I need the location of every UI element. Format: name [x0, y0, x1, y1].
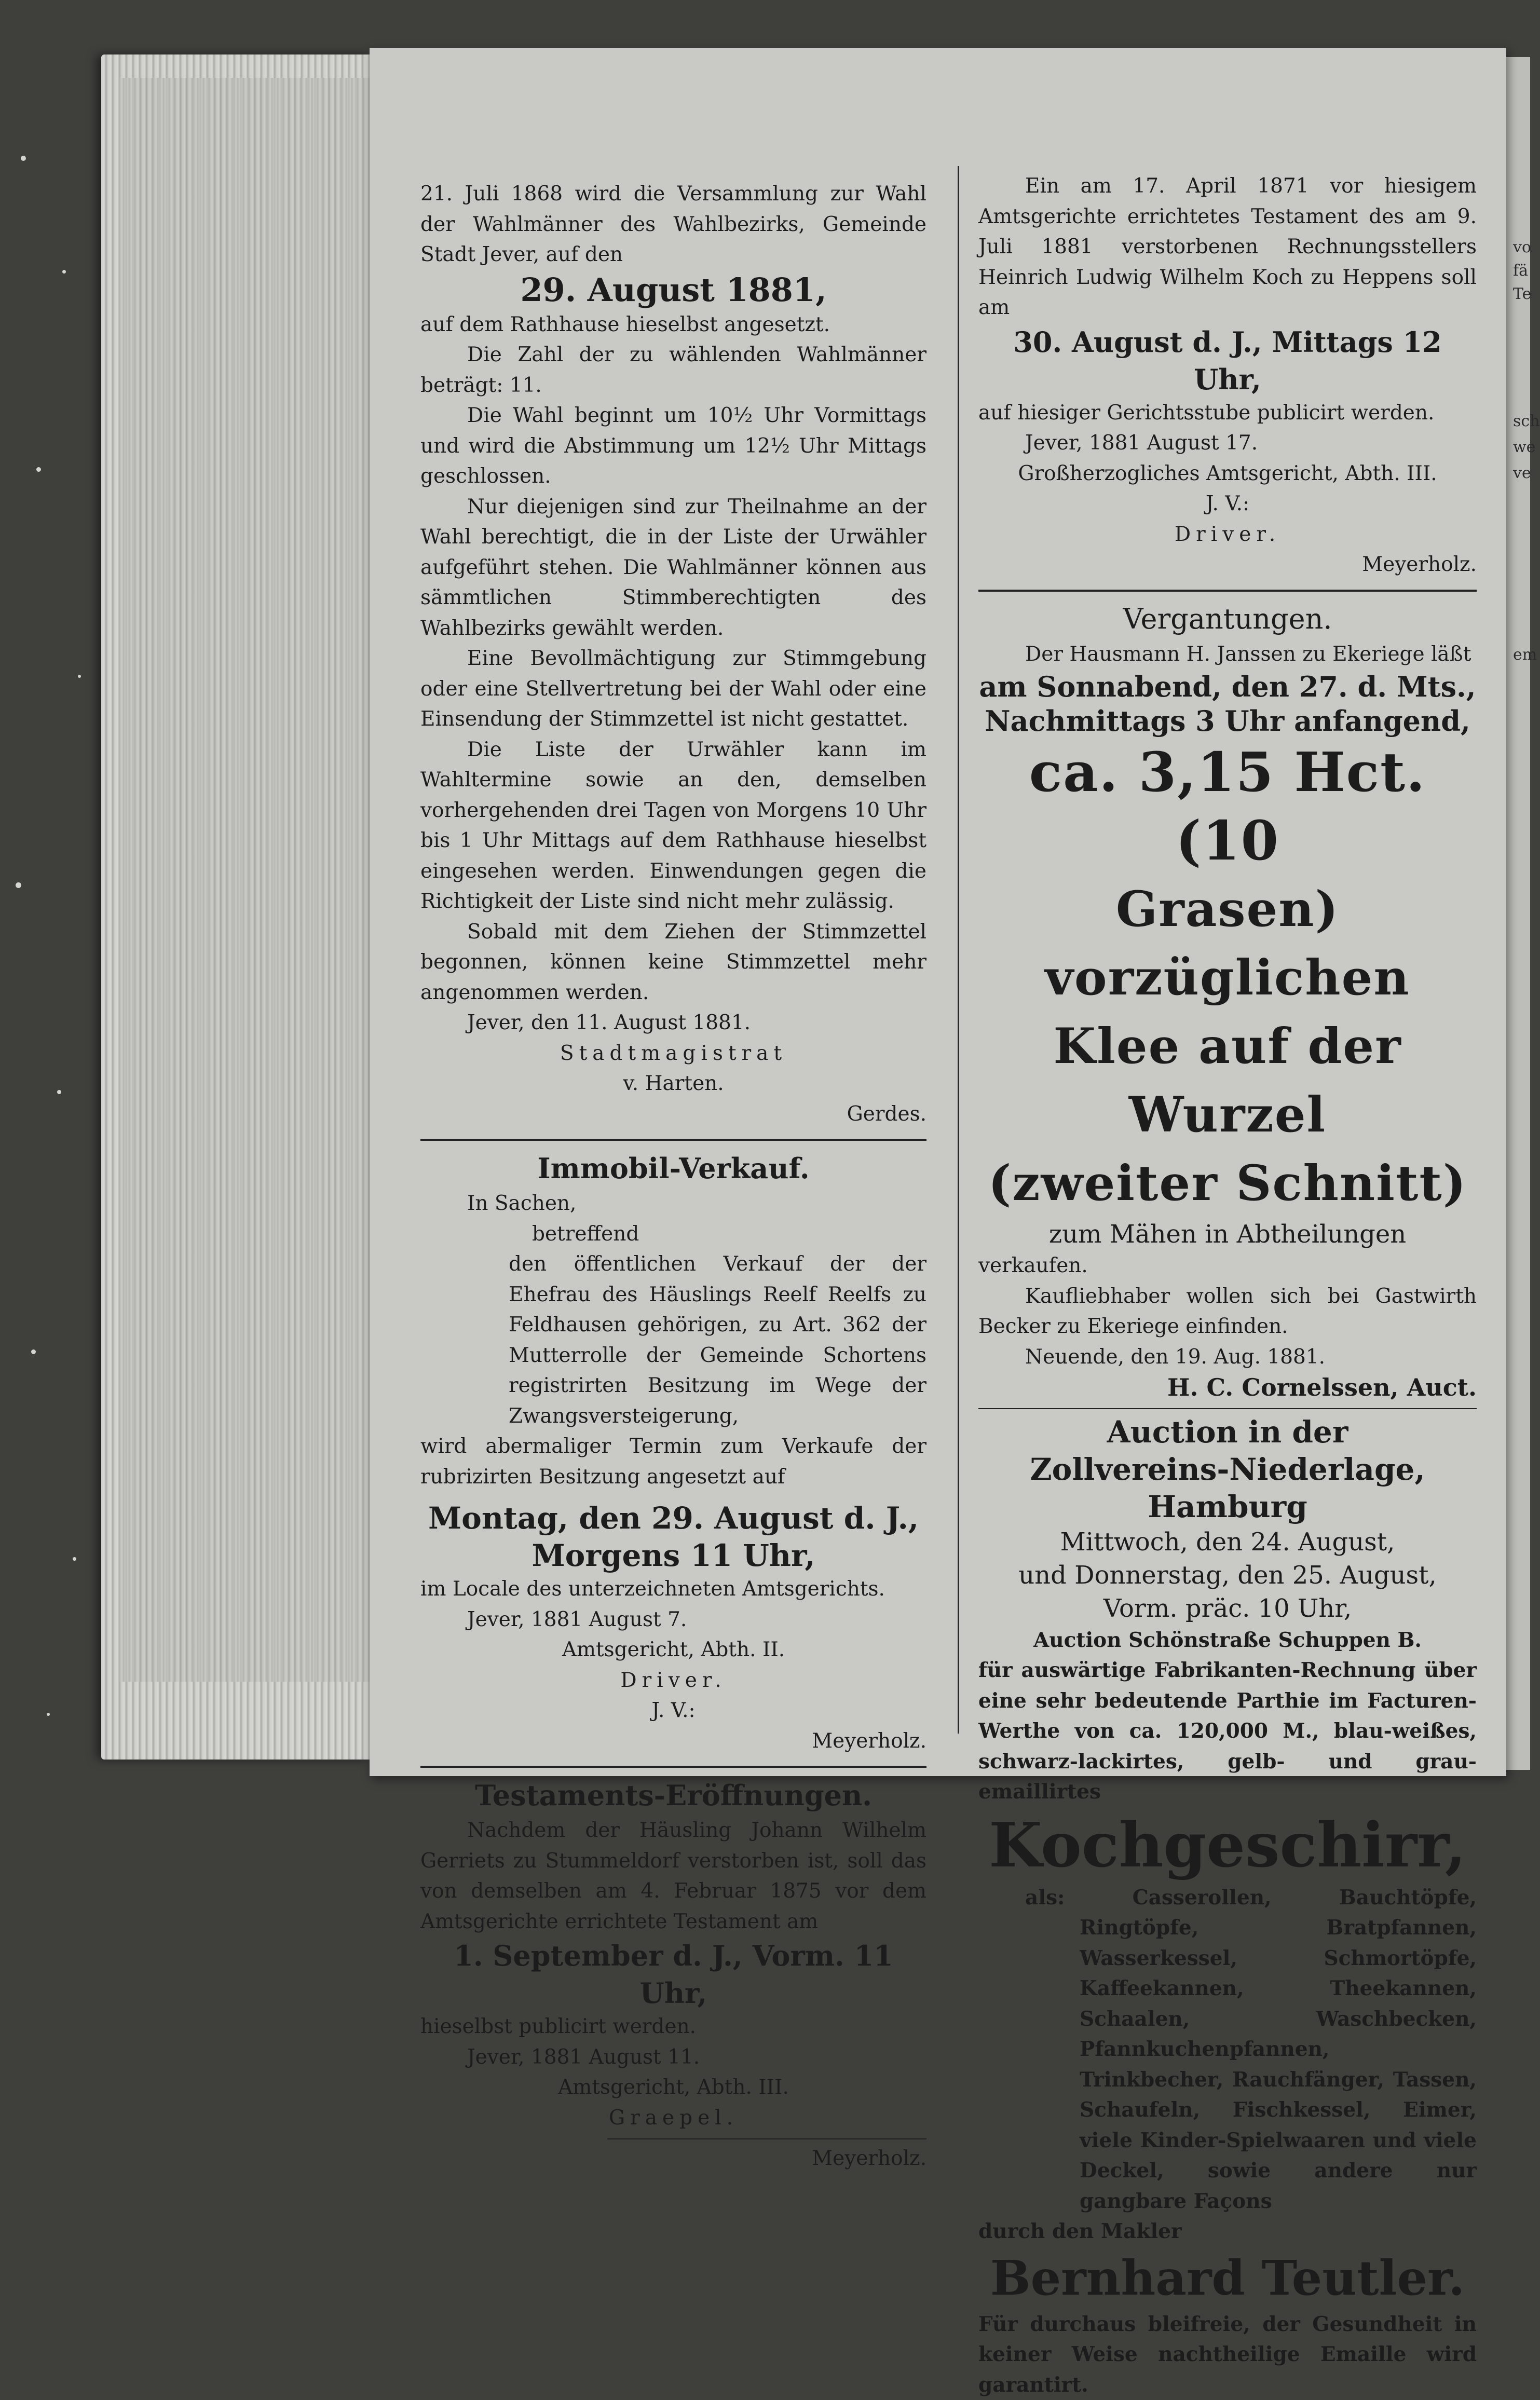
testament2-p2: auf hiesiger Gerichtsstube publicirt werden.: [978, 398, 1477, 429]
election-p4: Nur diejenigen sind zur Theilnahme an der Wahl berechtigt, die in der Liste der Urwähler aufgeführt stehen. Die Wahlmänner können aus sämmtlichen Stimmberechtigten des Wahlbezirks gewählt werden.: [420, 492, 926, 644]
immobil-notice: [420, 1148, 926, 1756]
immobil-l4: wird abermaliger Termin zum Verkaufe der rubrizirten Besitzung angesetzt auf: [420, 1431, 926, 1492]
immobil-l2: betreffend: [420, 1219, 926, 1250]
testament-place-date: Jever, 1881 August 11.: [420, 2042, 926, 2073]
vergantung-notice: [978, 599, 1477, 1403]
section-rule: [420, 1766, 926, 1768]
testament2-place-date: Jever, 1881 August 17.: [978, 428, 1477, 459]
testament2-iv: J. V.:: [978, 489, 1477, 520]
testament2-p1: Ein am 17. April 1871 vor hiesigem Amtsgerichte errichtetes Testament des am 9. Juli 1881 verstorbenen Rechnungsstellers Heinrich Ludwig Wilhelm Koch zu Heppens soll am: [978, 171, 1477, 323]
left-column: [420, 179, 926, 2174]
vergantung-p1: Der Hausmann H. Janssen zu Ekeriege läßt: [978, 639, 1477, 670]
election-p3: Die Wahl beginnt um 10½ Uhr Vormittags und wird die Abstimmung um 12½ Uhr Mittags geschlossen.: [420, 401, 926, 492]
testament-p2: hieselbst publicirt werden.: [420, 2012, 926, 2042]
signature-rule: [607, 2138, 926, 2139]
column-divider: [958, 166, 959, 1734]
auction-foot: Für durchaus bleifreie, der Gesundheit in keiner Weise nachtheilige Emaille wird garantirt.: [978, 2309, 1477, 2400]
election-p5: Eine Bevollmächtigung zur Stimmgebung oder eine Stellvertretung bei der Wahl oder eine Einsendung der Stimmzettel ist nicht gestattet.: [420, 644, 926, 735]
edge-fragment: fä: [1513, 260, 1534, 282]
next-page-edge: [1506, 57, 1530, 1770]
vergantung-p3: Kaufliebhaber wollen sich bei Gastwirth Becker zu Ekeriege einfinden.: [978, 1281, 1477, 1342]
testament-notice: [420, 1775, 926, 2174]
edge-fragment: we: [1513, 436, 1534, 459]
immobil-l5: im Locale des unterzeichneten Amtsgerichts.: [420, 1574, 926, 1605]
auction-broker: Bernhard Teutler.: [978, 2247, 1477, 2309]
election-place-date: Jever, den 11. August 1881.: [420, 1008, 926, 1039]
election-notice: [420, 179, 926, 1129]
vergantung-line1: ca. 3,15 Hct. (10: [978, 738, 1477, 875]
testament2-clerk: Meyerholz.: [978, 550, 1477, 580]
vergantung-line4: (zweiter Schnitt): [978, 1149, 1477, 1218]
auction-big: Kochgeschirr,: [978, 1807, 1477, 1883]
election-date: 29. August 1881,: [420, 270, 926, 310]
vergantung-line5: zum Mähen in Abtheilungen: [978, 1218, 1477, 1251]
auction-p1: für auswärtige Fabrikanten-Rechnung über eine sehr bedeutende Parthie im Facturen-Werthe von ca. 120,000 M., blau-weißes, schwarz-lackirtes, gelb- und grau-emaillirtes: [978, 1655, 1477, 1807]
testament2-court: Großherzogliches Amtsgericht, Abth. III.: [978, 459, 1477, 489]
auction-d3: Vorm. präc. 10 Uhr,: [978, 1592, 1477, 1625]
immobil-court: Amtsgericht, Abth. II.: [420, 1635, 926, 1666]
election-p7: Sobald mit dem Ziehen der Stimmzettel begonnen, können keine Stimmzettel mehr angenommen werden.: [420, 917, 926, 1008]
vergantung-line2: Grasen) vorzüglichen: [978, 875, 1477, 1012]
election-p6: Die Liste der Urwähler kann im Wahltermine sowie an den, demselben vorhergehenden drei Tagen von Morgens 10 Uhr bis 1 Uhr Mittags auf dem Rathhause hieselbst eingesehen werden. Einwendungen gegen die Richtigkeit der Liste sind nicht mehr zulässig.: [420, 735, 926, 917]
testament-p1: Nachdem der Häusling Johann Wilhelm Gerriets zu Stummeldorf verstorben ist, soll das von demselben am 4. Februar 1875 vor dem Amtsgerichte errichtete Testament am: [420, 1816, 926, 1937]
auction-t2: Zollvereins-Niederlage,: [978, 1451, 1477, 1488]
section-rule: [978, 590, 1477, 592]
testament-title: Testaments-Eröffnungen.: [420, 1775, 926, 1816]
testament-clerk: Meyerholz.: [420, 2144, 926, 2174]
edge-fragment: em: [1513, 644, 1534, 666]
election-intro: 21. Juli 1868 wird die Versammlung zur Wahl der Wahlmänner des Wahlbezirks, Gemeinde Stadt Jever, auf den: [420, 179, 926, 270]
testament-signer: Graepel.: [420, 2103, 926, 2134]
testament-date: 1. September d. J., Vorm. 11 Uhr,: [420, 1937, 926, 2012]
edge-fragment: Te: [1513, 283, 1534, 306]
testament2-signer: Driver.: [978, 520, 1477, 550]
section-rule: [420, 1139, 926, 1141]
vergantung-signer: H. C. Cornelssen, Auct.: [978, 1372, 1477, 1403]
auction-via: durch den Makler: [978, 2216, 1477, 2247]
immobil-l3: den öffentlichen Verkauf der der Ehefrau des Häuslings Reelf Reelfs zu Feldhausen gehörigen, zu Art. 362 der Mutterrolle der Gemeinde Schortens registrirten Besitzung im Wege der Zwangsversteigerung,: [420, 1249, 926, 1431]
immobil-iv: J. V.:: [420, 1696, 926, 1726]
vergantung-date1: am Sonnabend, den 27. d. Mts.,: [978, 670, 1477, 704]
election-signer: v. Harten.: [420, 1069, 926, 1099]
immobil-place-date: Jever, 1881 August 7.: [420, 1605, 926, 1635]
auction-list: als: Casserollen, Bauchtöpfe, Ringtöpfe, Bratpfannen, Wasserkessel, Schmortöpfe, Kaffeekannen, Theekannen, Schaalen, Waschbecken, Pfannkuchenpfannen, Trinkbecher, Rauchfänger, Tassen, Schaufeln, Fischkessel, Eimer, viele Kinder-Spielwaaren und viele Deckel, sowie andere nur gangbare Façons: [978, 1883, 1477, 2217]
vergantung-p2: verkaufen.: [978, 1251, 1477, 1281]
immobil-l1: In Sachen,: [420, 1189, 926, 1219]
election-authority: Stadtmagistrat: [420, 1039, 926, 1069]
auction-t3: Hamburg: [978, 1488, 1477, 1525]
auction-d1: Mittwoch, den 24. August,: [978, 1525, 1477, 1559]
section-rule: [978, 1408, 1477, 1409]
edge-fragment: ve: [1513, 462, 1534, 485]
auction-t1: Auction in der: [978, 1413, 1477, 1451]
immobil-signer: Driver.: [420, 1666, 926, 1696]
vergantung-date2: Nachmittags 3 Uhr anfangend,: [978, 704, 1477, 738]
election-p1: auf dem Rathhause hieselbst angesetzt.: [420, 310, 926, 340]
auction-d2: und Donnerstag, den 25. August,: [978, 1559, 1477, 1592]
immobil-time: Morgens 11 Uhr,: [420, 1537, 926, 1574]
vergantung-place-date: Neuende, den 19. Aug. 1881.: [978, 1342, 1477, 1373]
election-clerk: Gerdes.: [420, 1099, 926, 1130]
auction-d4: Auction Schönstraße Schuppen B.: [978, 1625, 1477, 1656]
immobil-title: Immobil-Verkauf.: [420, 1148, 926, 1189]
testament2-date: 30. August d. J., Mittags 12 Uhr,: [978, 323, 1477, 398]
vergantung-line3: Klee auf der Wurzel: [978, 1012, 1477, 1149]
vergantung-title: Vergantungen.: [978, 599, 1477, 639]
testament-court: Amtsgericht, Abth. III.: [420, 2072, 926, 2103]
right-column: [978, 171, 1477, 2400]
immobil-date: Montag, den 29. August d. J.,: [420, 1499, 926, 1537]
book-page-stack-inner: [119, 78, 381, 1682]
election-p2: Die Zahl der zu wählenden Wahlmänner beträgt: 11.: [420, 340, 926, 401]
edge-fragment: sch: [1513, 410, 1534, 433]
auction-notice: [978, 1413, 1477, 2400]
immobil-clerk: Meyerholz.: [420, 1726, 926, 1757]
testament2-notice: [978, 171, 1477, 580]
edge-fragment: vo: [1513, 236, 1534, 259]
